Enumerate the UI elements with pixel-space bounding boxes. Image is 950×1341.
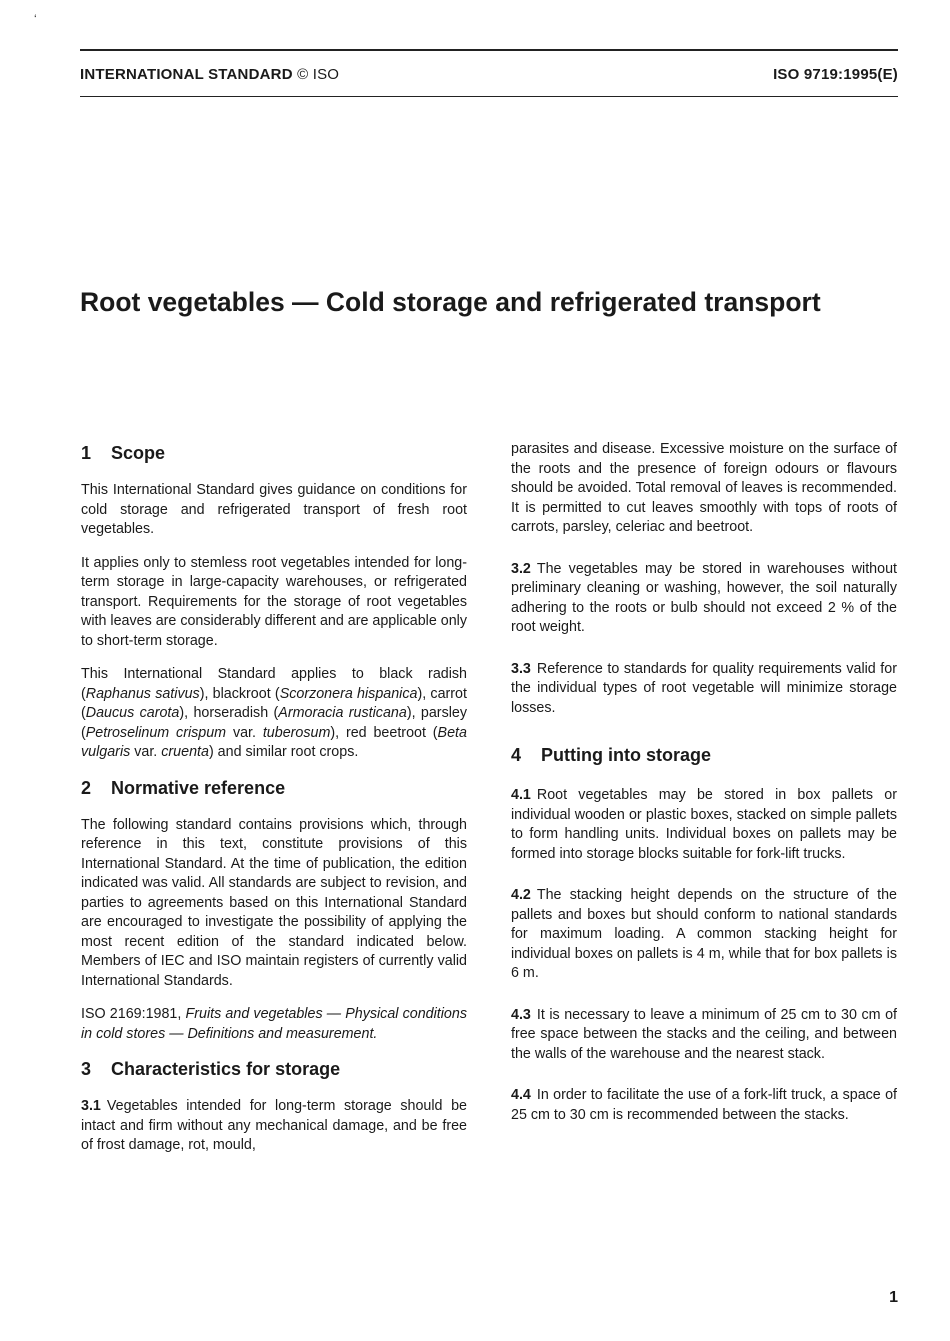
section-heading-characteristics: 3 Characteristics for storage bbox=[81, 1059, 341, 1079]
header-standard-label: INTERNATIONAL STANDARD © ISO bbox=[80, 66, 340, 83]
header-bottom-rule bbox=[80, 96, 898, 97]
scope-paragraph-1: This International Standard gives guidance on conditions for cold storage and refrigerated transport of fresh root vegetables. bbox=[81, 482, 467, 537]
clause-3-3: 3.3 Reference to standards for quality requirements valid for the individual types of root vegetable will minimize storage losses. bbox=[511, 660, 897, 716]
right-column bbox=[511, 440, 897, 1139]
clause-4-3: 4.3 It is necessary to leave a minimum of 25 cm to 30 cm of free space between the stacks and the ceiling, and between the walls of the warehouse and the nearest stack. bbox=[511, 1006, 897, 1062]
clause-4-2: 4.2 The stacking height depends on the structure of the pallets and boxes but should conform to national standards for maximum loading. A common stacking height for individual boxes on pallets is 4 m, while that for box pallets is 6 m. bbox=[511, 887, 897, 981]
header-copyright: © ISO bbox=[297, 66, 340, 83]
clause-3-1: 3.1 Vegetables intended for long-term storage should be intact and firm without any mechanical damage, and be free of frost damage, rot, mould, bbox=[81, 1098, 467, 1153]
document-title: Root vegetables — Cold storage and refrigerated transport bbox=[80, 287, 821, 317]
clause-3-1-continuation: parasites and disease. Excessive moisture on the surface of the roots and the presence of foreign odours or flavours should be avoided. Total removal of leaves is recommended. It is permitted to cut leaves smoothly with tops of roots of carrots, parsley, celeriac and beetroot. bbox=[511, 441, 897, 535]
header-top-rule bbox=[80, 49, 898, 51]
scope-paragraph-3: This International Standard applies to black radish (Raphanus sativus), blackroot (Scorzonera hispanica), carrot (Daucus carota), horseradish (Armoracia rusticana), parsley (Petroselinum crispum var. tuberosum), red beetroot (Beta vulgaris var. cruenta) and similar root crops. bbox=[81, 666, 467, 760]
section-heading-putting-into-storage: 4 Putting into storage bbox=[511, 745, 711, 765]
clause-4-4: 4.4 In order to facilitate the use of a fork-lift truck, a space of 25 cm to 30 cm is recommended between the stacks. bbox=[511, 1087, 897, 1123]
page-number: 1 bbox=[889, 1289, 898, 1306]
normative-reference-paragraph: The following standard contains provisions which, through reference in this text, constitute provisions of this International Standard. At the time of publication, the edition indicated was valid. All standards are subject to revision, and parties to agreements based on this International Standard are encouraged to investigate the possibility of applying the most recent edition of the standard indicated below. Members of IEC and ISO maintain registers of currently valid International Standards. bbox=[81, 816, 467, 989]
section-heading-scope: 1 Scope bbox=[81, 443, 166, 463]
normative-reference-citation: ISO 2169:1981, Fruits and vegetables — Physical conditions in cold stores — Definitions and measurement. bbox=[81, 1006, 467, 1042]
margin-mark: ‘ bbox=[34, 12, 37, 26]
section-heading-normative-reference: 2 Normative reference bbox=[81, 777, 286, 798]
clause-4-1: 4.1 Root vegetables may be stored in box pallets or individual wooden or plastic boxes, stacked on simple pallets to form handling units. Individual boxes on pallets may be formed into storage blocks suitable for fork-lift trucks. bbox=[511, 787, 897, 862]
clause-3-2: 3.2 The vegetables may be stored in warehouses without preliminary cleaning or washing, however, the soil naturally adhering to the roots or bulb should not exceed 2 % of the root weight. bbox=[511, 560, 897, 635]
left-column bbox=[81, 440, 467, 1170]
scope-paragraph-2: It applies only to stemless root vegetables intended for long-term storage in large-capacity warehouses, or refrigerated transport. Requirements for the storage of root vegetables with leaves are considerably different and are applicable only to short-term storage. bbox=[81, 554, 467, 649]
header-document-number: ISO 9719:1995(E) bbox=[773, 66, 898, 83]
